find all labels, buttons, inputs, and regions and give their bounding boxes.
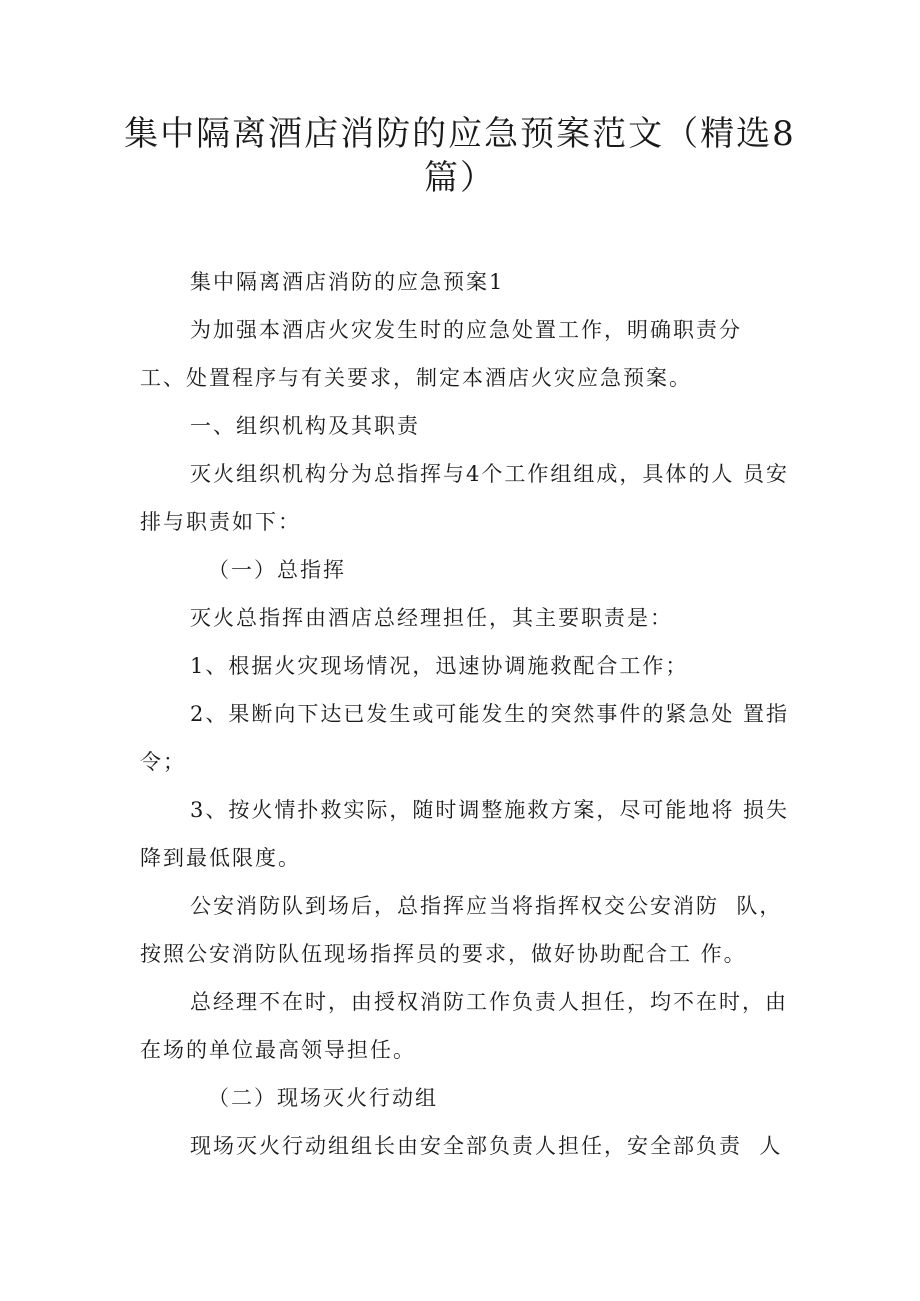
paragraph: 现场灭火行动组组长由安全部负责人担任，安全部负责 人 xyxy=(190,1134,783,1158)
section-heading: 一、组织机构及其职责 xyxy=(190,414,420,438)
paragraph: 灭火总指挥由酒店总经理担任，其主要职责是： xyxy=(190,606,673,630)
list-item: 2、果断向下达已发生或可能发生的突然事件的紧急处 置指令； xyxy=(140,702,790,774)
title-line-2: 篇） xyxy=(424,158,496,198)
paragraph: 总经理不在时，由授权消防工作负责人担任，均不在时，由在场的单位最高领导担任。 xyxy=(140,990,788,1062)
list-item: 1、根据火灾现场情况，迅速协调施救配合工作； xyxy=(190,654,689,678)
list-item: 3、按火情扑救实际，随时调整施救方案，尽可能地将 损失降到最低限度。 xyxy=(140,798,790,870)
paragraph: 公安消防队到场后，总指挥应当将指挥权交公安消防 队，按照公安消防队伍现场指挥员的要求，做好协助配合工 作。 xyxy=(140,894,783,966)
paragraph: 灭火组织机构分为总指挥与4个工作组组成，具体的人 员安排与职责如下： xyxy=(140,462,790,534)
section-heading: 集中隔离酒店消防的应急预案1 xyxy=(190,270,505,294)
subsection-heading: （二）现场灭火行动组 xyxy=(208,1086,438,1110)
document-body xyxy=(140,258,800,1170)
subsection-heading: （一）总指挥 xyxy=(208,558,346,582)
document-title xyxy=(100,112,820,200)
title-line-1: 集中隔离酒店消防的应急预案范文（精选8 xyxy=(124,114,796,154)
paragraph: 为加强本酒店火灾发生时的应急处置工作，明确职责分 工、处置程序与有关要求，制定本酒店火灾应急预案。 xyxy=(140,318,760,390)
